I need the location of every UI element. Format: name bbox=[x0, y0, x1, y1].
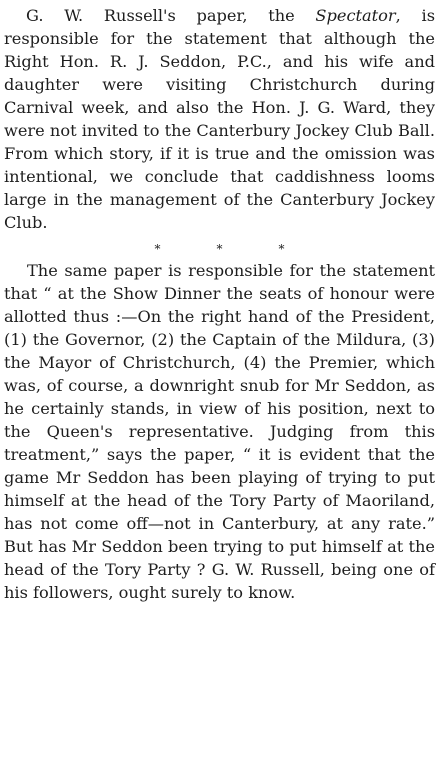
paragraph-body: , is responsible for the statement that although the Right Hon. R. J. Seddon, P.C., and his wife and daughter were visiting Christchurch during Carnival week, and also the Hon. J. G. Ward, they were not invited to the Canterbury Jockey Club Ball. From which story, if it is true and the omission was intentional, we conclude that caddishness looms large in the management of the Canterbury Jockey Club. bbox=[4, 6, 435, 232]
separator-star: * bbox=[154, 242, 161, 256]
publication-title: Spectator bbox=[315, 6, 396, 25]
paragraph-lead: G. W. Russell's paper, the bbox=[26, 6, 316, 25]
section-separator bbox=[4, 239, 435, 259]
separator-star: * bbox=[216, 242, 223, 256]
paragraph-spectator-ball bbox=[4, 4, 435, 234]
paragraph-show-dinner: The same paper is responsible for the statement that “ at the Show Dinner the seats of honour were allotted thus :—On the right hand of the President, (1) the Governor, (2) the Captain of the Mildura, (3) the Mayor of Christchurch, (4) the Premier, which was, of course, a downright snub for Mr Seddon, as he certainly stands, in view of his position, next to the Queen's representative. Judging from this treatment,” says the paper, “ it is evident that the game Mr Seddon has been playing of trying to put himself at the head of the Tory Party of Maoriland, has not come off—not in Canterbury, at any rate.” But has Mr Seddon been trying to put himself at the head of the Tory Party ? G. W. Russell, being one of his followers, ought surely to know. bbox=[4, 261, 435, 602]
separator-star: * bbox=[278, 242, 285, 256]
